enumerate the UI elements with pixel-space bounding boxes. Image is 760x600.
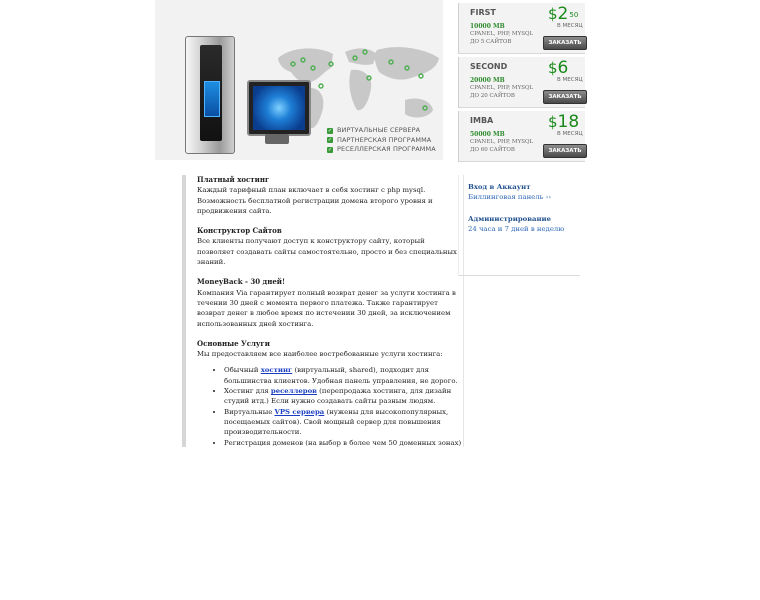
- section-text: Каждый тарифный план включает в себя хостинг с php mysql. Возможность бесплатной регистрации домена второго уровня и продвижения сайта.: [197, 186, 433, 215]
- section-text: Все клиенты получают доступ к конструктору сайту, который позволяет создавать сайты самостоятельно, просто и без специальных знаний.: [197, 237, 457, 267]
- check-icon: ✓: [327, 146, 333, 153]
- order-button-first[interactable]: ЗАКАЗАТЬ: [543, 36, 587, 50]
- admin-title: Администрирование: [468, 215, 552, 223]
- plan-second: [458, 57, 585, 108]
- order-button-second[interactable]: ЗАКАЗАТЬ: [543, 90, 587, 104]
- section-text: Компания Via гарантирует полный возврат денег за услуги хостинга в течении 30 дней с момента первого платежа. Также гарантирует возврат денег в любое время по истечении 30 дней, за исключением использованных дней хостинга.: [197, 288, 456, 328]
- billing-panel-link[interactable]: Биллинговая панель ››: [468, 193, 552, 201]
- plan-per-month: В МЕСЯЦ: [557, 23, 583, 29]
- section-title: MoneyBack - 30 дней!: [197, 277, 286, 287]
- resellers-link[interactable]: реселлеров: [270, 387, 317, 396]
- plan-name: FIRST: [470, 8, 496, 17]
- hero-links: [327, 126, 436, 155]
- plan-price: $\$2^{50}$: [548, 4, 579, 24]
- section-title: Основные Услуги: [197, 338, 270, 348]
- plan-per-month: В МЕСЯЦ: [557, 131, 583, 137]
- hero-link-reseller-program[interactable]: ✓ РЕСЕЛЛЕРСКАЯ ПРОГРАММА: [327, 145, 436, 153]
- plan-disk: 10000 MB: [470, 23, 505, 30]
- hosting-link[interactable]: хостинг: [260, 366, 293, 375]
- admin-block: [468, 214, 580, 234]
- check-icon: ✓: [327, 137, 333, 144]
- login-title: Вход в Аккаунт: [468, 183, 531, 191]
- hero-link-partner-program[interactable]: ✓ ПАРТНЕРСКАЯ ПРОГРАММА: [327, 135, 432, 144]
- hero-banner: [155, 0, 443, 160]
- plan-name: IMBA: [470, 116, 494, 125]
- plan-features: CPANEL, PHP, MYSQL: [470, 139, 534, 145]
- right-sidebar: [458, 175, 580, 276]
- monitor-image: [247, 80, 311, 136]
- main-content: [182, 175, 464, 447]
- list-item: • Обычный хостинг (виртуальный, shared), подходит для большинства клиентов. Удобная панель управления, не дорого.: [224, 365, 463, 386]
- plan-features: CPANEL, PHP, MYSQL: [470, 31, 534, 37]
- list-item: • Виртуальные VPS сервера (нужены для высокопопулярных, посещаемых сайтов). Свой мощный сервер для повышения производительности.: [224, 407, 463, 438]
- pricing-plans: [458, 3, 585, 165]
- server-tower-image: [185, 36, 235, 154]
- plan-features: CPANEL, PHP, MYSQL: [470, 85, 534, 91]
- plan-disk: 50000 MB: [470, 131, 505, 138]
- plan-sites: ДО 5 САЙТОВ: [470, 39, 512, 45]
- check-icon: ✓: [327, 127, 333, 134]
- order-button-imba[interactable]: ЗАКАЗАТЬ: [543, 144, 587, 158]
- plan-imba: [458, 111, 585, 162]
- section-title: Платный хостинг: [197, 175, 270, 184]
- plan-sites: ДО 20 САЙТОВ: [470, 93, 515, 99]
- section-title: Конструктор Сайтов: [197, 226, 282, 236]
- section-text: Мы предоставляем все наиболее востребованные услуги хостинга:: [197, 350, 443, 359]
- section-moneyback: [197, 277, 463, 328]
- plan-disk: 20000 MB: [470, 77, 505, 84]
- plan-sites: ДО 60 САЙТОВ: [470, 147, 515, 153]
- vps-link[interactable]: VPS сервера: [274, 407, 325, 416]
- list-item: • Регистрация доменов (на выбор в более чем 50 доменных зонах): [224, 438, 463, 448]
- plan-first: [458, 3, 585, 54]
- hero-link-virtual-servers[interactable]: ✓ ВИРТУАЛЬНЫЕ СЕРВЕРА: [327, 126, 421, 134]
- list-item: • Хостинг для реселлеров (перепродажа хостинга, для дизайн студий итд.) Если нужно создавать сайты разным людям.: [224, 386, 463, 407]
- login-block: [468, 182, 580, 202]
- services-list: [197, 365, 463, 447]
- plan-name: SECOND: [470, 62, 508, 71]
- plan-price: $18: [548, 112, 580, 132]
- admin-text: 24 часа и 7 дней в неделю: [468, 225, 565, 233]
- section-services: [197, 339, 463, 448]
- section-paid-hosting: [197, 175, 463, 216]
- plan-price: $6: [548, 58, 569, 78]
- plan-per-month: В МЕСЯЦ: [557, 77, 583, 83]
- section-site-builder: [197, 226, 463, 267]
